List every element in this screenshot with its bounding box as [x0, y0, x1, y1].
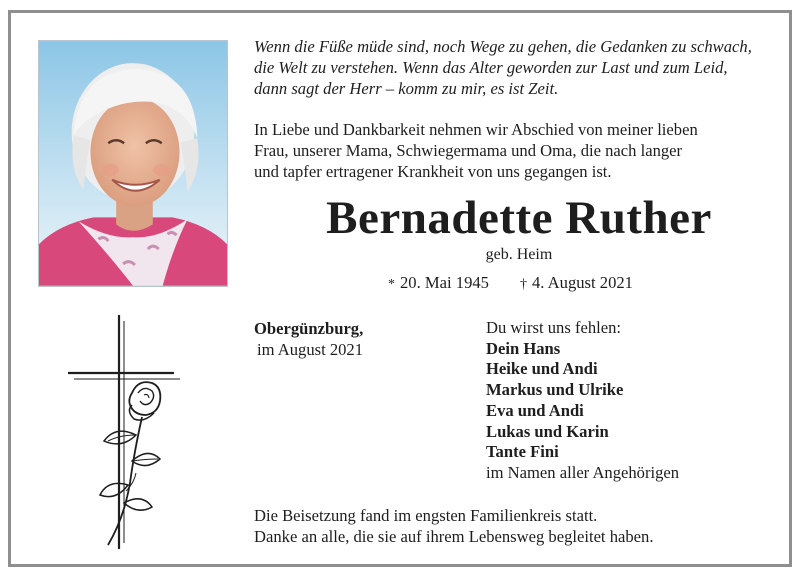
death-date-group: [520, 272, 633, 296]
footer-line: Danke an alle, die sie auf ihrem Lebensweg begleitet haben.: [254, 527, 654, 546]
death-symbol: †: [520, 277, 527, 292]
maiden-name: geb. Heim: [485, 246, 553, 263]
cross-with-rose-icon: [64, 313, 184, 551]
poem: [254, 36, 784, 99]
family-member: Lukas und Karin: [486, 421, 609, 441]
footer-line: Die Beisetzung fand im engsten Familienkreis statt.: [254, 506, 598, 525]
death-date: 4. August 2021: [532, 273, 633, 292]
place-date: im August 2021: [257, 340, 364, 359]
intro-text: [254, 119, 784, 182]
family-member: Eva und Andi: [486, 400, 584, 420]
intro-line: Frau, unserer Mama, Schwiegermama und Oma, die nach langer: [254, 141, 683, 160]
poem-line: die Welt zu verstehen. Wenn das Alter geworden zur Last und zum Leid,: [254, 58, 728, 77]
family-member: Heike und Andi: [486, 359, 598, 379]
birth-date: 20. Mai 1945: [400, 273, 489, 292]
family-member: Dein Hans: [486, 338, 561, 358]
deceased-name: Bernadette Ruther: [326, 192, 712, 244]
portrait-photo: [38, 40, 228, 287]
family-member: Markus und Ulrike: [486, 380, 624, 400]
family-list: [486, 318, 786, 484]
intro-line: In Liebe und Dankbarkeit nehmen wir Abschied von meiner lieben: [254, 120, 698, 139]
birth-date-group: [388, 272, 489, 296]
family-outro: im Namen aller Angehörigen: [486, 462, 680, 482]
place-and-date: [254, 318, 454, 360]
family-intro: Du wirst uns fehlen:: [486, 318, 622, 337]
family-member: Tante Fini: [486, 442, 559, 462]
place-city: Obergünzburg,: [254, 319, 364, 338]
poem-line: dann sagt der Herr – komm zu mir, es ist Zeit.: [254, 79, 559, 98]
poem-line: Wenn die Füße müde sind, noch Wege zu gehen, die Gedanken zu schwach,: [254, 37, 752, 56]
footer-text: [254, 505, 784, 547]
birth-symbol: *: [388, 277, 395, 292]
intro-line: und tapfer ertragener Krankheit von uns gegangen ist.: [254, 162, 612, 181]
